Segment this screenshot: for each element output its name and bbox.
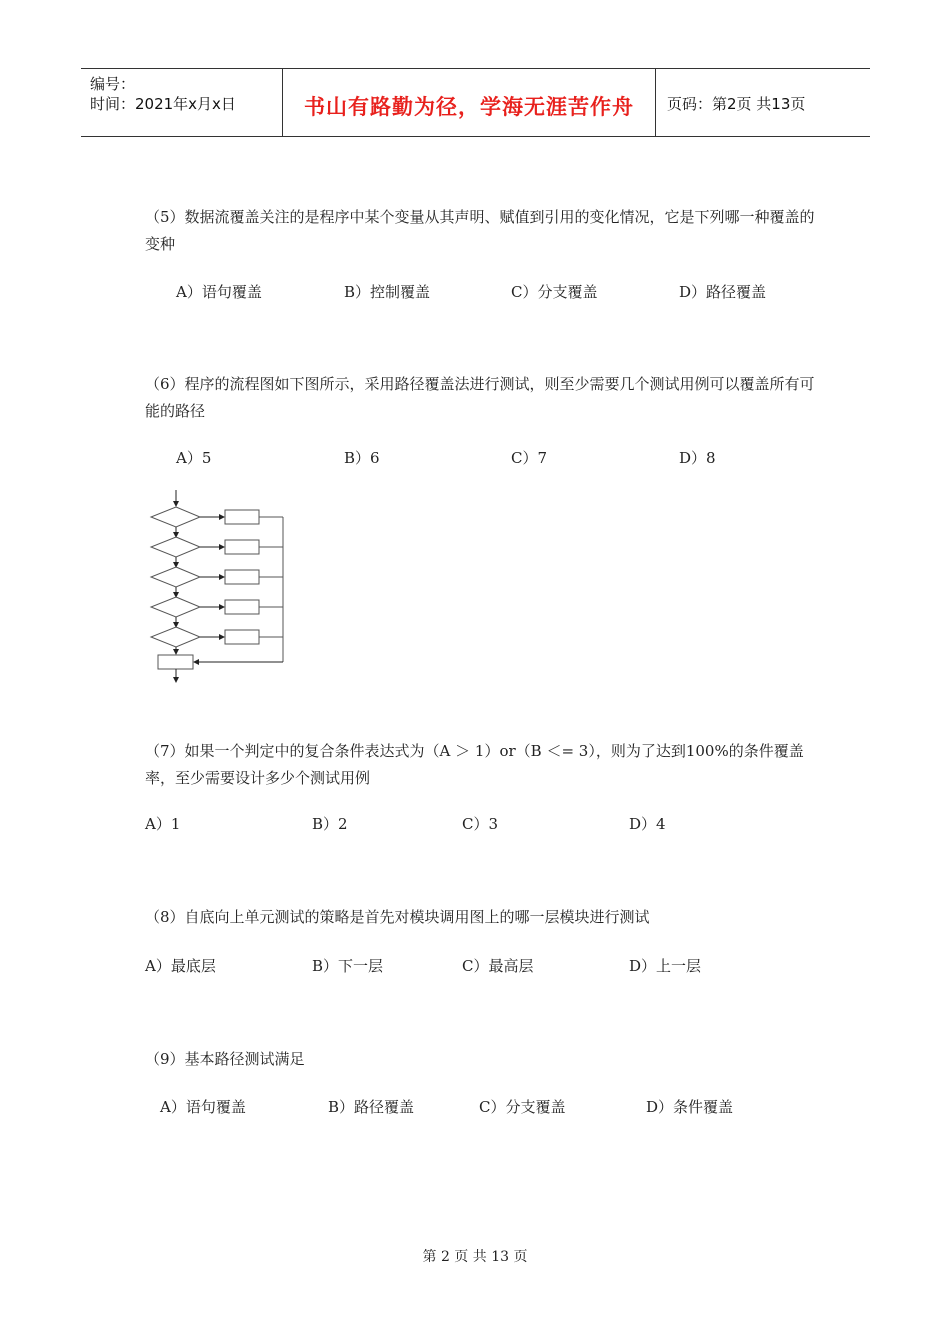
q7-option-b: B）2 xyxy=(312,815,348,833)
question-8: （8）自底向上单元测试的策略是首先对模块调用图上的哪一层模块进行测试 xyxy=(145,908,650,926)
page-footer: 第 2 页 共 13 页 xyxy=(422,1249,528,1265)
decision-3 xyxy=(151,567,200,587)
q6-option-d: D）8 xyxy=(679,449,716,467)
question-7: （7）如果一个判定中的复合条件表达式为（A ＞ 1）or（B ＜= 3），则为了达到100%的条件覆盖率，至少需要设计多少个测试用例 xyxy=(145,742,804,787)
q6-option-b: B）6 xyxy=(344,449,380,467)
header-page-label: 页码：第2页 共13页 xyxy=(667,95,806,113)
q9-option-a: A）语句覆盖 xyxy=(160,1098,246,1116)
decision-2 xyxy=(151,537,200,557)
flowchart-diagram xyxy=(145,486,290,686)
q8-option-c: C）最高层 xyxy=(462,957,534,975)
q6-option-a: A）5 xyxy=(176,449,212,467)
header-divider xyxy=(655,69,656,136)
header-info xyxy=(90,74,236,114)
process-box-3 xyxy=(225,570,259,584)
q6-option-c: C）7 xyxy=(511,449,548,467)
q7-option-a: A）1 xyxy=(145,815,181,833)
number-label: 编号： xyxy=(90,75,136,93)
decision-4 xyxy=(151,597,200,617)
process-box-2 xyxy=(225,540,259,554)
process-box-4 xyxy=(225,600,259,614)
q5-option-a: A）语句覆盖 xyxy=(176,283,262,301)
process-box-5 xyxy=(225,630,259,644)
question-9: （9）基本路径测试满足 xyxy=(145,1050,305,1068)
decision-1 xyxy=(151,507,200,527)
end-box xyxy=(158,655,193,669)
q9-option-d: D）条件覆盖 xyxy=(646,1098,734,1116)
process-box-1 xyxy=(225,510,259,524)
date-label: 时间：2021年x月x日 xyxy=(90,95,236,113)
page-header xyxy=(81,68,870,137)
question-6: （6）程序的流程图如下图所示，采用路径覆盖法进行测试，则至少需要几个测试用例可以覆盖所有可能的路径 xyxy=(145,375,815,420)
q5-option-b: B）控制覆盖 xyxy=(344,283,431,301)
q8-option-d: D）上一层 xyxy=(629,957,702,975)
q8-option-b: B）下一层 xyxy=(312,957,384,975)
q9-option-c: C）分支覆盖 xyxy=(479,1098,566,1116)
q7-option-d: D）4 xyxy=(629,815,666,833)
q5-option-c: C）分支覆盖 xyxy=(511,283,598,301)
q9-option-b: B）路径覆盖 xyxy=(328,1098,415,1116)
decision-5 xyxy=(151,627,200,647)
q5-option-d: D）路径覆盖 xyxy=(679,283,767,301)
q7-option-c: C）3 xyxy=(462,815,499,833)
question-5: （5）数据流覆盖关注的是程序中某个变量从其声明、赋值到引用的变化情况，它是下列哪一种覆盖的变种 xyxy=(145,208,815,253)
header-motto: 书山有路勤为径，学海无涯苦作舟 xyxy=(304,95,634,119)
q8-option-a: A）最底层 xyxy=(145,957,216,975)
